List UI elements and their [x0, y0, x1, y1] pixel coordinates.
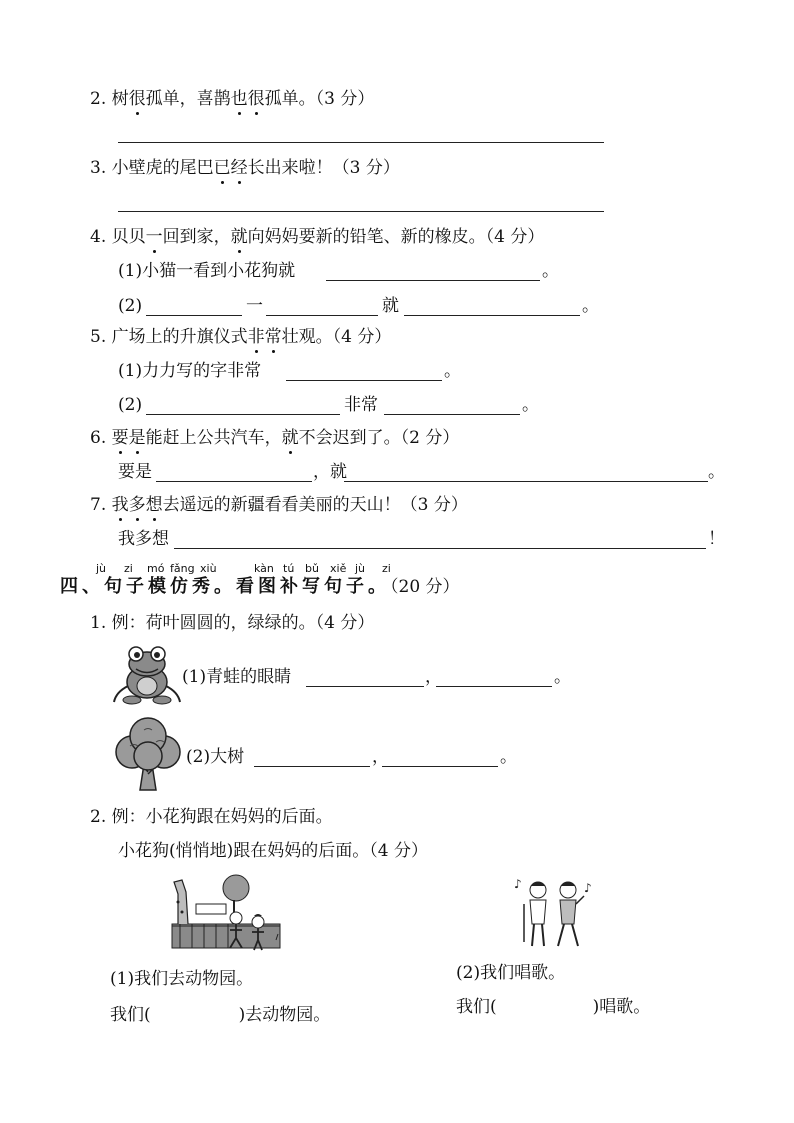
- s4-question-2: 2. 例：小花狗跟在妈妈的后面。: [90, 807, 333, 827]
- s4-question-1: 1. 例：荷叶圆圆的，绿绿的。（4 分）: [90, 613, 375, 633]
- q5-sentence-1: (1)力力写的字非常: [118, 361, 262, 381]
- question-2: 2. 树很孤单，喜鹊也很孤单。（3 分）: [90, 89, 375, 109]
- q5-s2-blank-2[interactable]: [384, 414, 520, 415]
- pinyin: zi: [382, 562, 391, 575]
- q4-s2-blank-3[interactable]: [404, 315, 580, 316]
- pinyin: zi: [124, 562, 133, 575]
- q2-part: 树: [111, 89, 129, 109]
- pinyin: jù: [355, 562, 366, 575]
- q4-sentence-1: (1)小猫一看到小花狗就: [118, 261, 296, 281]
- s4-q2-sentence-2: (2)我们唱歌。: [456, 963, 566, 983]
- q7-blank[interactable]: [174, 548, 706, 549]
- q4-s2-blank-2[interactable]: [266, 315, 378, 316]
- q7-sentence: 我多想: [118, 529, 169, 549]
- s4-q1-s2-blank-2[interactable]: [382, 766, 498, 767]
- q4-sentence-2: (2): [118, 296, 143, 316]
- svg-text:♪: ♪: [514, 877, 522, 891]
- q3-answer-line[interactable]: [118, 211, 604, 212]
- question-3: 3. 小壁虎的尾巴已经长出来啦！（3 分）: [90, 158, 400, 178]
- q2-dotted-word: 很: [128, 89, 146, 109]
- q5-sentence-2: (2): [118, 395, 143, 415]
- q2-answer-line[interactable]: [118, 142, 604, 143]
- pinyin: kàn: [254, 562, 274, 575]
- section-4-title: 四、句子模仿秀。看图补写句子。（20 分）: [60, 576, 460, 597]
- s4-q1-sentence-2: (2)大树: [186, 747, 245, 767]
- pinyin: bǔ: [305, 562, 319, 575]
- q6-blank-2[interactable]: [344, 481, 708, 482]
- s4-q2-sentence-1: (1)我们去动物园。: [110, 969, 254, 989]
- pinyin: xiě: [330, 562, 347, 575]
- s4-q1-s2-blank-1[interactable]: [254, 766, 370, 767]
- question-7: 7. 我多想去遥远的新疆看看美丽的天山！（3 分）: [90, 495, 468, 515]
- frog-icon: [112, 642, 182, 706]
- singing-kids-icon: [512, 874, 594, 950]
- q5-s2-blank-1[interactable]: [146, 414, 340, 415]
- s4-q2-fill-1: 我们( )去动物园。: [110, 1005, 331, 1025]
- q4-s1-blank[interactable]: [326, 280, 540, 281]
- tree-icon: [110, 716, 186, 792]
- q4-s2-blank-1[interactable]: [146, 315, 242, 316]
- question-4: 4. 贝贝一回到家，就向妈妈要新的铅笔、新的橡皮。（4 分）: [90, 227, 545, 247]
- q5-s1-blank[interactable]: [286, 380, 442, 381]
- s4-q1-s1-blank-1[interactable]: [306, 686, 424, 687]
- s4-q2-fill-2: 我们( )唱歌。: [456, 997, 651, 1017]
- question-6: 6. 要是能赶上公共汽车，就不会迟到了。（2 分）: [90, 428, 460, 448]
- svg-text:♪: ♪: [584, 881, 592, 895]
- pinyin: xiù: [200, 562, 217, 575]
- pinyin: jù: [96, 562, 107, 575]
- s4-q2-example-2: 小花狗(悄悄地)跟在妈妈的后面。（4 分）: [118, 841, 428, 861]
- zoo-scene-icon: [170, 874, 282, 954]
- q6-blank-1[interactable]: [156, 481, 312, 482]
- s4-q1-sentence-1: (1)青蛙的眼睛: [182, 667, 292, 687]
- pinyin: fǎng: [170, 562, 195, 575]
- question-5: 5. 广场上的升旗仪式非常壮观。（4 分）: [90, 327, 392, 347]
- q6-sentence: 要是: [118, 462, 152, 482]
- pinyin: mó: [147, 562, 165, 575]
- s4-q1-s1-blank-2[interactable]: [436, 686, 552, 687]
- pinyin: tú: [283, 562, 295, 575]
